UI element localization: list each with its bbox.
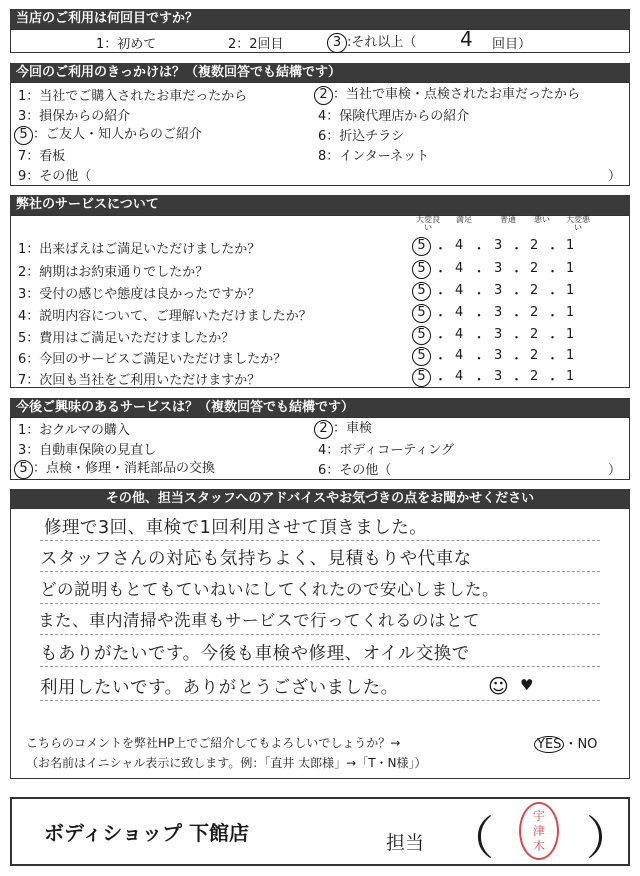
rating-separator: ・ (546, 287, 560, 302)
permission-yes[interactable]: YES (534, 736, 564, 753)
trigger-item-6[interactable]: 6：折込チラシ (318, 129, 405, 144)
service-7-rating-1[interactable]: 1 (566, 369, 575, 384)
service-question-4: 4：説明内容について、ご理解いただけましたか？ (18, 309, 312, 324)
service-3-rating-5[interactable]: 5 (412, 282, 431, 301)
service-4-rating-3[interactable]: 3 (494, 305, 503, 320)
permission-question: こちらのコメントを弊社HP上でご紹介してもよろしいでしょうか？→ (26, 736, 401, 750)
permission-no[interactable]: NO (577, 737, 598, 752)
service-2-rating-4[interactable]: 4 (455, 261, 464, 276)
rating-separator: ・ (472, 331, 486, 346)
service-6-rating-1[interactable]: 1 (566, 348, 575, 363)
service-7-rating-5[interactable]: 5 (412, 368, 431, 387)
rating-separator: ・ (472, 373, 486, 388)
rating-separator: ・ (510, 373, 524, 388)
interest-selected-circle-5: 5 (14, 460, 33, 479)
visits-option-3-label: :それ以上（ (347, 35, 417, 50)
service-7-rating-3[interactable]: 3 (494, 369, 503, 384)
interest-item-2[interactable]: 2 ：車検 (314, 417, 372, 439)
rating-separator: ・ (434, 265, 448, 280)
svg-text:宇: 宇 (532, 809, 546, 823)
service-6-rating-3[interactable]: 3 (494, 348, 503, 363)
visits-header (10, 9, 630, 29)
rating-separator: ・ (546, 265, 560, 280)
trigger-item-4[interactable]: 4：保険代理店からの紹介 (318, 109, 470, 124)
service-3-rating-4[interactable]: 4 (455, 283, 464, 298)
trigger-selected-circle-5: 5 (14, 126, 33, 145)
rating-separator: ・ (546, 373, 560, 388)
rating-separator: ・ (434, 352, 448, 367)
service-1-rating-5[interactable]: 5 (412, 237, 431, 256)
staff-seal (519, 802, 559, 860)
rating-separator: ・ (472, 242, 486, 257)
service-1-rating-1[interactable]: 1 (566, 238, 575, 253)
service-4-rating-4[interactable]: 4 (455, 305, 464, 320)
rating-separator: ・ (510, 287, 524, 302)
service-6-rating-4[interactable]: 4 (455, 348, 464, 363)
rating-separator: ・ (434, 242, 448, 257)
service-1-rating-2[interactable]: 2 (530, 238, 539, 253)
visits-option-3[interactable] (327, 31, 416, 53)
rating-separator: ・ (546, 331, 560, 346)
comment-line-3: どの説明もとてもていねいにしてくれたので安心しました。 (40, 580, 499, 599)
comment-line-1: 修理で3回、車検で1回利用させて頂きました。 (44, 518, 428, 538)
shop-name: ボディショップ 下館店 (44, 821, 249, 845)
scale-header-3: 普通 (500, 215, 516, 224)
visits-count: 4 (460, 27, 473, 51)
trigger-item-2[interactable]: 2 ：当社で車検・点検されたお車だったから (314, 83, 580, 105)
service-question-3: 3：受付の感じや態度は良かったですか？ (18, 287, 261, 302)
comment-line-5: もありがたいです。今後も車検や修理、オイル交換で (40, 644, 470, 664)
rating-separator: ・ (434, 287, 448, 302)
rating-separator: ・ (434, 373, 448, 388)
comment-line-2: スタッフさんの対応も気持ちよく、見積もりや代車な (40, 549, 472, 569)
permission-options[interactable] (534, 733, 597, 753)
scale-header-2: 悪い (534, 215, 550, 224)
service-question-2: 2：納期はお約束通りでしたか？ (18, 265, 209, 280)
comment-rule-2 (40, 571, 600, 572)
service-question: 弊社のサービスについて (16, 197, 159, 212)
rating-separator: ・ (510, 242, 524, 257)
rating-separator: ・ (472, 352, 486, 367)
service-7-rating-4[interactable]: 4 (455, 369, 464, 384)
rating-separator: ・ (472, 265, 486, 280)
interest-item-5[interactable]: 5 ：点検・修理・消耗部品の交換 (14, 457, 215, 479)
service-5-rating-1[interactable]: 1 (566, 327, 575, 342)
staff-close-paren: ） (586, 811, 632, 865)
trigger-item-7[interactable]: 7：看板 (18, 149, 66, 164)
interest-item-6[interactable]: 6：その他（ (318, 463, 392, 478)
scale-header-5: 大変良い (416, 215, 440, 232)
comment-rule-3 (40, 603, 600, 604)
visits-option-1[interactable]: 1：初めて (96, 37, 157, 52)
service-4-rating-1[interactable]: 1 (566, 305, 575, 320)
comment-line-6: 利用したいです。ありがとうございました。 (40, 678, 399, 698)
service-2-rating-5[interactable]: 5 (412, 260, 431, 279)
visits-selected-circle: 3 (327, 33, 347, 53)
interest-item-1[interactable]: 1：おクルマの購入 (18, 423, 130, 438)
rating-separator: ・ (510, 309, 524, 324)
service-5-rating-4[interactable]: 4 (455, 327, 464, 342)
service-3-rating-1[interactable]: 1 (566, 283, 575, 298)
interest-header (10, 398, 630, 417)
service-5-rating-5[interactable]: 5 (412, 326, 431, 345)
trigger-item-8[interactable]: 8：インターネット (318, 149, 430, 164)
comment-rule-4 (40, 634, 600, 635)
rating-separator: ・ (472, 309, 486, 324)
advice-question: その他、担当スタッフへのアドバイスやお気づきの点をお聞かせください (105, 491, 535, 506)
smile-icon: ☺ (488, 674, 509, 698)
service-3-rating-2[interactable]: 2 (530, 283, 539, 298)
initial-note: （お名前はイニシャル表示に致します。例：「直井 太郎様」→「T・N様」） (26, 756, 427, 770)
interest-selected-circle-2: 2 (314, 420, 333, 439)
rating-separator: ・ (510, 265, 524, 280)
interest-close-paren: ） (608, 463, 622, 478)
visits-count-unit: 回目） (492, 37, 532, 52)
trigger-item-1[interactable]: 1：当社でご購入されたお車だったから (18, 89, 248, 104)
heart-icon: ♥ (520, 676, 534, 694)
scale-header-1: 大変悪い (566, 215, 590, 232)
service-question-1: 1：出来ばえはご満足いただけましたか？ (18, 242, 261, 257)
comment-line-4: また、車内清掃や洗車もサービスで行ってくれるのはとて (38, 611, 480, 630)
svg-text:津: 津 (532, 824, 546, 838)
service-4-rating-2[interactable]: 2 (530, 305, 539, 320)
trigger-item-3[interactable]: 3：損保からの紹介 (18, 109, 131, 124)
service-5-rating-3[interactable]: 3 (494, 327, 503, 342)
scale-header-4: 満足 (456, 215, 472, 224)
comment-rule-1 (40, 540, 600, 541)
service-2-rating-2[interactable]: 2 (530, 261, 539, 276)
service-6-rating-2[interactable]: 2 (530, 348, 539, 363)
service-question-5: 5：費用はご満足いただけましたか？ (18, 331, 235, 346)
svg-text:木: 木 (532, 839, 546, 853)
rating-separator: ・ (434, 331, 448, 346)
service-4-rating-5[interactable]: 5 (412, 304, 431, 323)
trigger-question: 今回のご利用のきっかけは？（複数回答でも結構です） (16, 65, 342, 80)
comment-rule-6 (40, 700, 600, 701)
service-1-rating-4[interactable]: 4 (455, 238, 464, 253)
trigger-close-paren: ） (608, 169, 622, 184)
trigger-header (10, 63, 630, 82)
service-7-rating-2[interactable]: 2 (530, 369, 539, 384)
rating-separator: ・ (546, 309, 560, 324)
trigger-selected-circle-2: 2 (314, 86, 333, 105)
interest-item-4[interactable]: 4：ボディコーティング (318, 443, 454, 458)
service-question-7: 7：次回も当社をご利用いただけますか？ (18, 373, 261, 388)
visits-question: 当店のご利用は何回目ですか？ (16, 11, 199, 26)
visits-option-2[interactable]: 2：2回目 (228, 37, 284, 52)
staff-open-paren: （ (448, 811, 494, 865)
service-6-rating-5[interactable]: 5 (412, 347, 431, 366)
permission-separator: ・ (564, 737, 578, 752)
service-question-6: 6：今回のサービスご満足いただけましたか？ (18, 352, 287, 367)
service-3-rating-3[interactable]: 3 (494, 283, 503, 298)
rating-separator: ・ (546, 352, 560, 367)
advice-header (10, 489, 630, 508)
service-2-rating-3[interactable]: 3 (494, 261, 503, 276)
service-1-rating-3[interactable]: 3 (494, 238, 503, 253)
rating-separator: ・ (510, 331, 524, 346)
rating-separator: ・ (510, 352, 524, 367)
comment-rule-5 (40, 666, 600, 667)
service-header (10, 195, 630, 215)
trigger-item-5[interactable]: 5 ：ご友人・知人からのご紹介 (14, 123, 202, 145)
interest-question: 今後ご興味のあるサービスは？（複数回答でも結構です） (16, 400, 355, 415)
trigger-item-9[interactable]: 9：その他（ (18, 169, 92, 184)
service-5-rating-2[interactable]: 2 (530, 327, 539, 342)
rating-separator: ・ (546, 242, 560, 257)
rating-separator: ・ (434, 309, 448, 324)
interest-item-3[interactable]: 3：自動車保険の見直し (18, 443, 157, 458)
service-2-rating-1[interactable]: 1 (566, 261, 575, 276)
staff-label: 担当 (386, 832, 425, 854)
rating-separator: ・ (472, 287, 486, 302)
